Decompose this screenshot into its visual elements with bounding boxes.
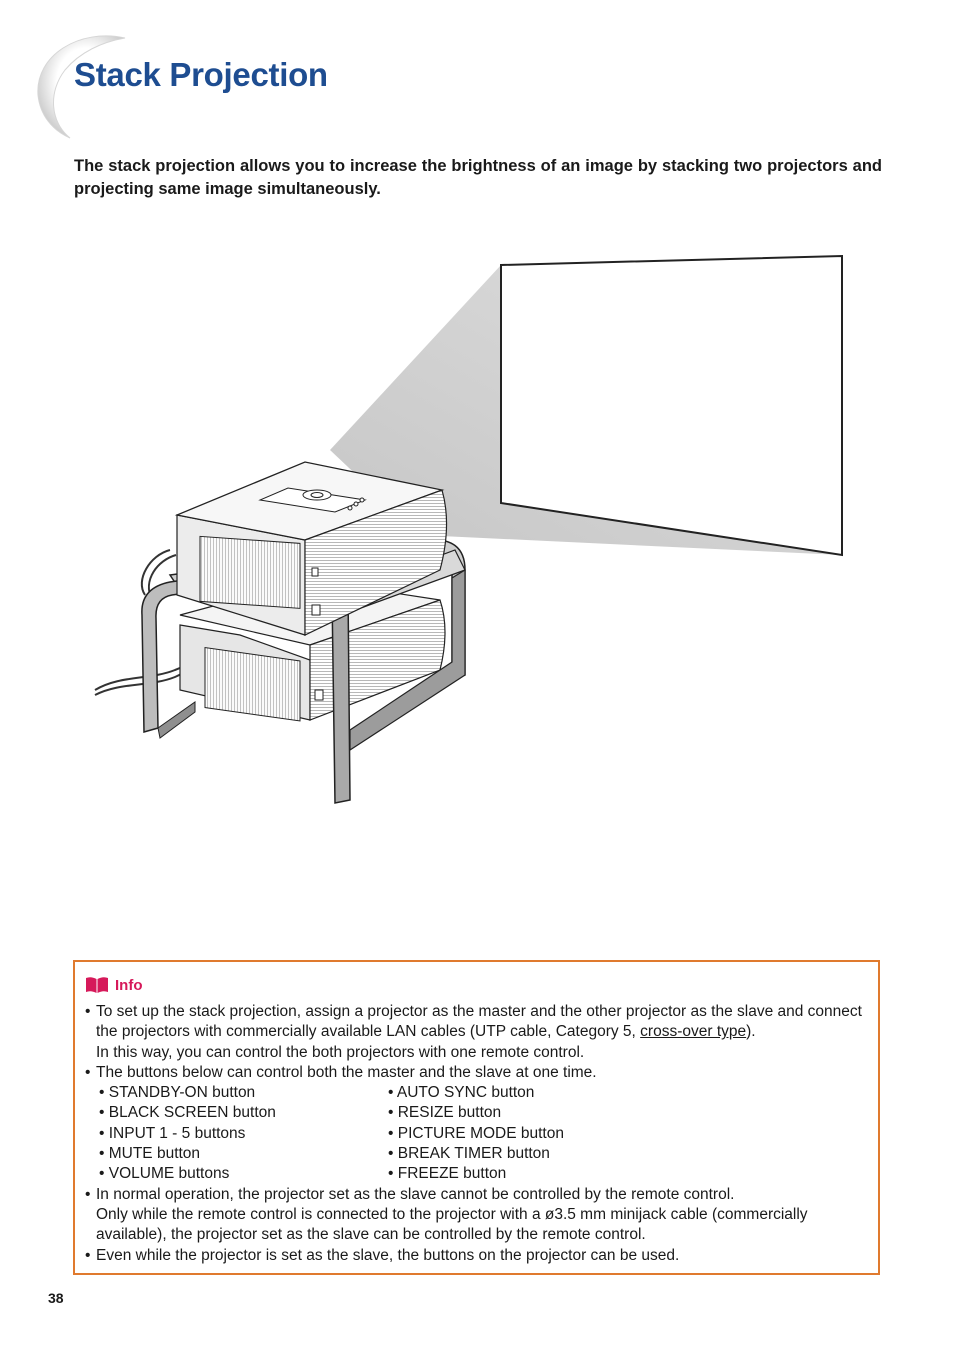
normal-operation-text-line2: Only while the remote control is connected to the projector with a ø3.5 mm minijack cable (commercially available), the projector set as the slave can be controlled by the remote control.	[96, 1205, 808, 1244]
page-number: 38	[48, 1290, 64, 1306]
info-bullet-buttons	[85, 1063, 868, 1083]
list-item: • STANDBY-ON button	[99, 1084, 256, 1102]
book-icon	[85, 976, 109, 994]
info-bullet-setup	[85, 1002, 868, 1063]
list-item: • INPUT 1 - 5 buttons	[99, 1124, 246, 1142]
normal-operation-text: In normal operation, the projector set as the slave cannot be controlled by the remote control.	[96, 1185, 735, 1203]
info-bullet-normal-operation	[85, 1185, 868, 1246]
info-content	[85, 1002, 868, 1266]
list-item: • BLACK SCREEN button	[99, 1104, 276, 1122]
info-bullet-projector-buttons	[85, 1246, 868, 1266]
list-item: • BREAK TIMER button	[388, 1145, 550, 1163]
projector-buttons-text: Even while the projector is set as the slave, the buttons on the projector can be used.	[96, 1246, 680, 1264]
stacked-projectors-illustration	[80, 250, 880, 810]
setup-text-line2: In this way, you can control the both projectors with one remote control.	[96, 1043, 585, 1061]
buttons-list	[85, 1083, 868, 1184]
intro-paragraph: The stack projection allows you to increase the brightness of an image by stacking two projectors and projecting same image simultaneously.	[74, 157, 882, 198]
buttons-intro: The buttons below can control both the master and the slave at one time.	[96, 1063, 597, 1081]
setup-text-end: ).	[746, 1023, 756, 1041]
setup-text: To set up the stack projection, assign a projector as the master and the other projector as the slave and connect the projectors with commercially available LAN cables (UTP cable, Category 5,	[96, 1003, 862, 1041]
page-title: Stack Projection	[74, 56, 328, 93]
list-item: • MUTE button	[99, 1145, 201, 1163]
info-header	[85, 976, 868, 994]
list-item: • RESIZE button	[388, 1104, 502, 1122]
list-item: • PICTURE MODE button	[388, 1124, 564, 1142]
projection-screen	[501, 256, 842, 555]
list-item: • AUTO SYNC button	[388, 1084, 535, 1102]
list-item: • VOLUME buttons	[99, 1165, 230, 1183]
bullet-mark: •	[85, 1246, 91, 1264]
bullet-mark: •	[85, 1063, 91, 1081]
info-label: Info	[115, 976, 143, 994]
list-item: • FREEZE button	[388, 1165, 507, 1183]
info-box	[73, 960, 880, 1275]
bullet-mark: •	[85, 1003, 91, 1020]
bullet-mark: •	[85, 1185, 91, 1203]
cross-over-type-term: cross-over type	[640, 1023, 747, 1041]
